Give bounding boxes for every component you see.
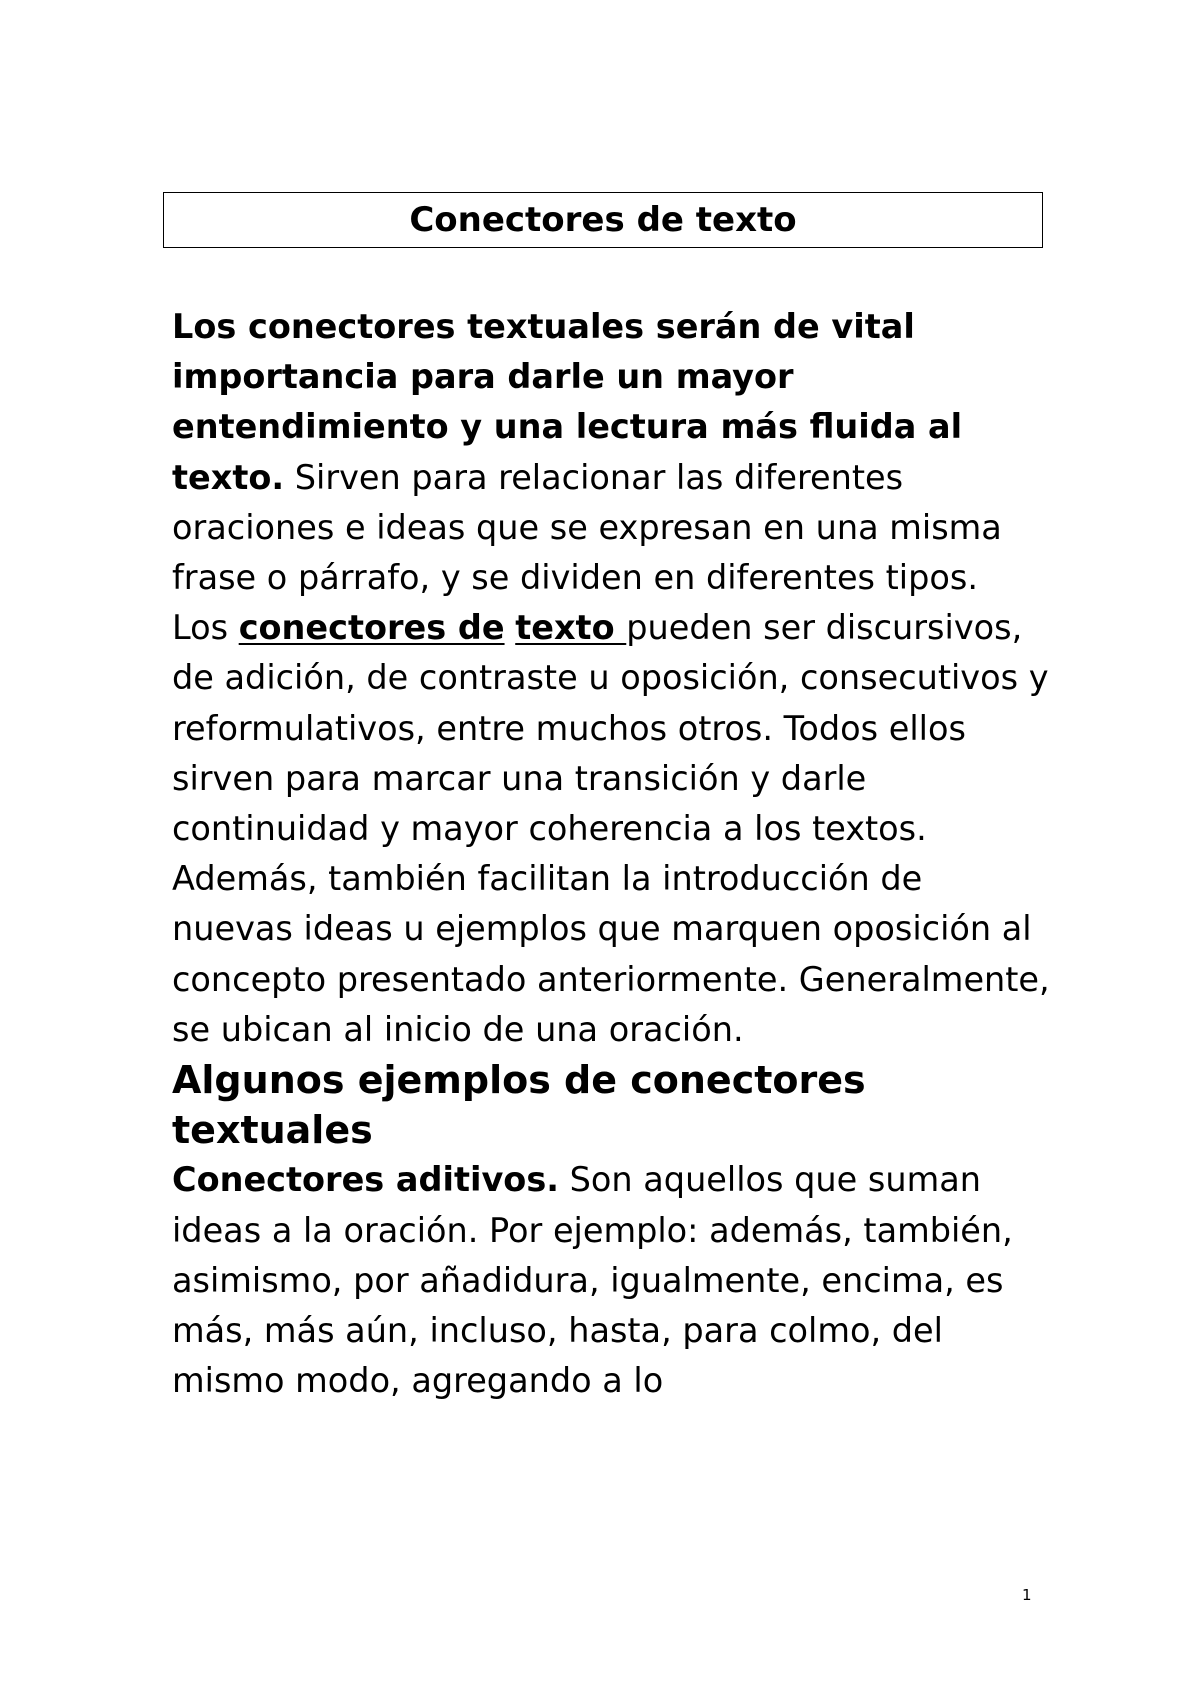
para2-lead: Los [172,608,239,648]
para2-rest: pueden ser discursivos, de adición, de contraste u oposición, consecutivos y reformulativos, entre muchos otros. Todos ellos sirven para marcar una transición y darle continuidad y mayor coherencia a los textos. [172,608,1049,849]
intro-bold-lead: Los conectores textuales serán de vital importancia para darle un mayor entendimiento y una lectura más fluida al texto. [172,307,963,497]
texto-link[interactable]: texto [515,608,627,648]
conectores-de-link[interactable]: conectores de [238,608,505,648]
aditivos-text: Son aquellos que suman ideas a la oración. Por ejemplo: además, también, asimismo, por añadidura, igualmente, encima, es más, más aún, incluso, hasta, para colmo, del mismo modo, agregando a lo [172,1160,1013,1401]
aditivos-label: Conectores aditivos. [172,1160,559,1200]
section-heading: Algunos ejemplos de conectores textuales [172,1058,866,1153]
intro-paragraph [172,302,1052,603]
additional-paragraph: Además, también facilitan la introducción de nuevas ideas u ejemplos que marquen oposición al concepto presentado anteriormente. Generalmente, se ubican al inicio de una oración. [172,859,1050,1049]
title-box [163,192,1043,248]
intro-rest: Sirven para relacionar las diferentes oraciones e ideas que se expresan en una misma frase o párrafo, y se dividen en diferentes tipos. [172,457,1002,598]
para2-space [505,608,516,647]
aditivos-paragraph [172,1155,1052,1406]
page-number: 1 [1022,1586,1032,1604]
document-body [172,302,1052,1406]
document-title: Conectores de texto [409,200,797,240]
connectors-types-paragraph [172,603,1052,854]
